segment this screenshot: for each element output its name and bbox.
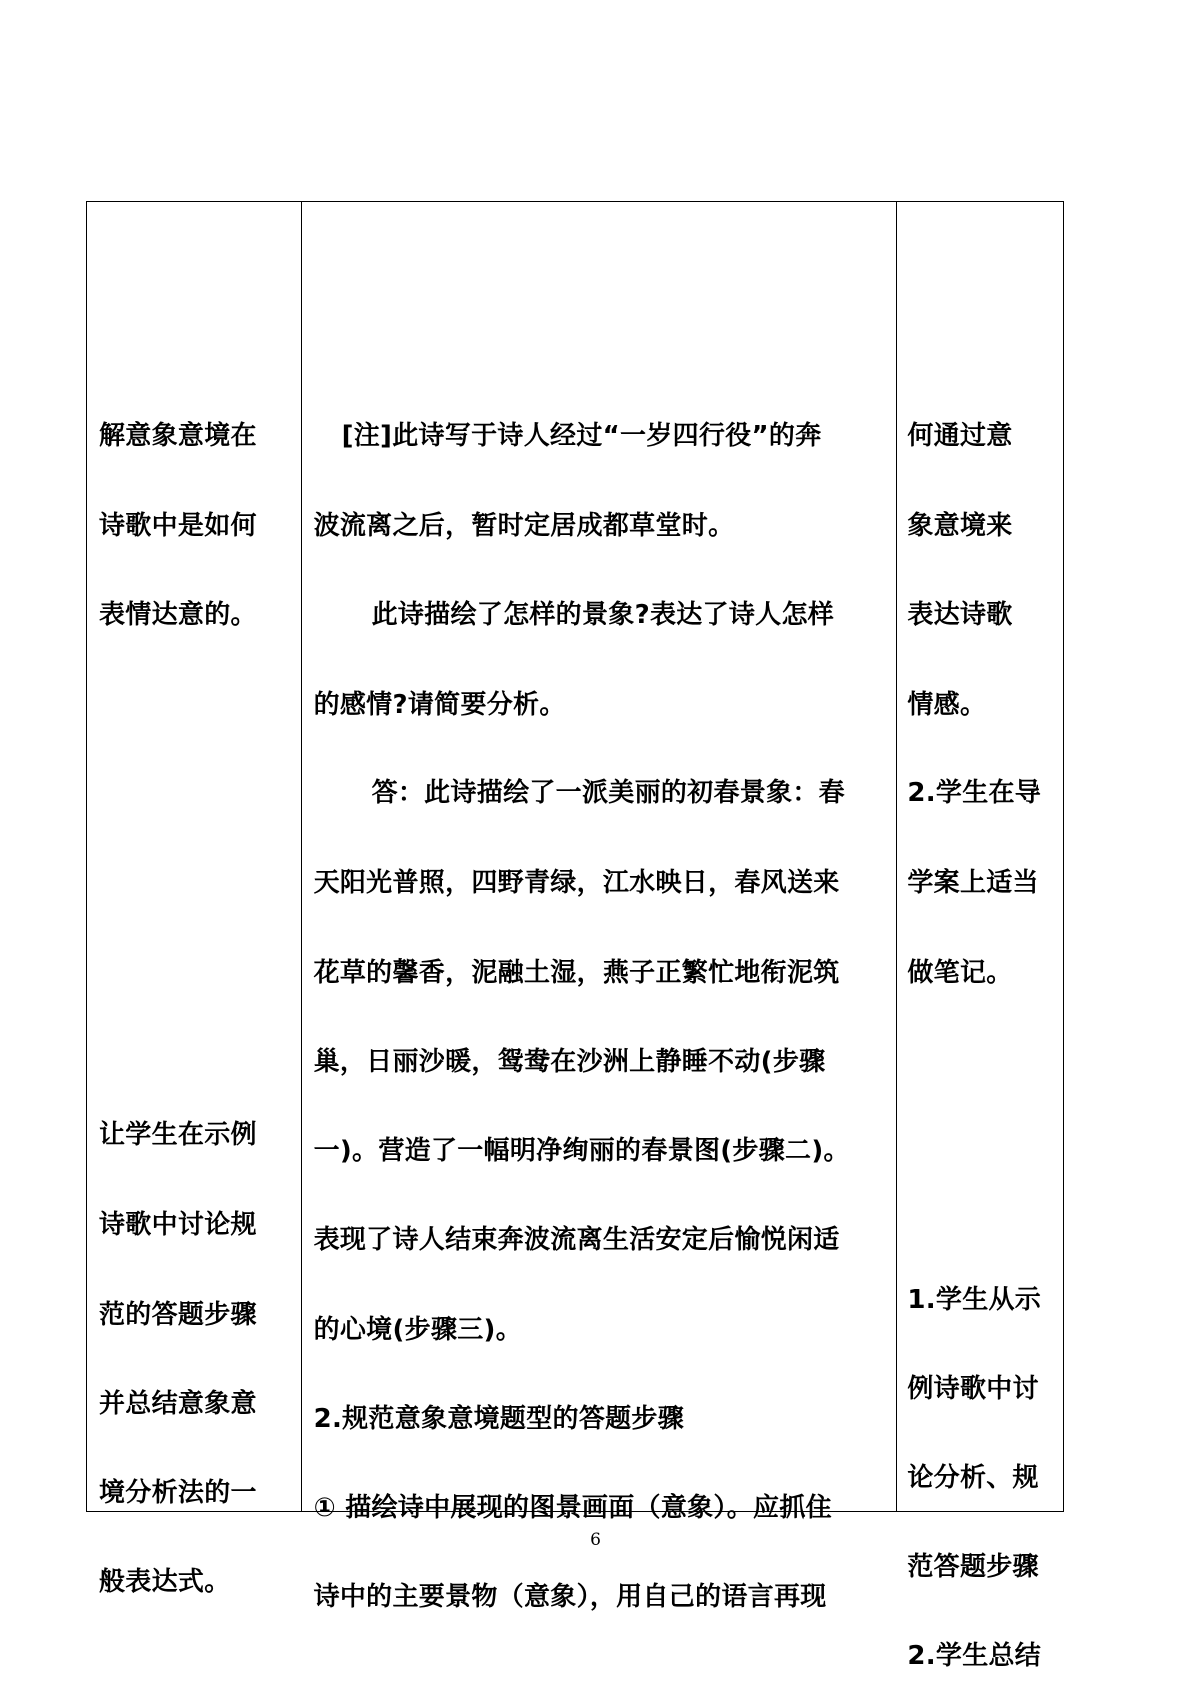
content-line: 一)。营造了一幅明净绚丽的春景图(步骤二)。 — [313, 1136, 850, 1166]
right-line: 何通过意 — [907, 421, 1013, 451]
content-line: 花草的馨香，泥融土湿，燕子正繁忙地衔泥筑 — [313, 958, 840, 988]
column-student-activity — [897, 202, 1063, 1671]
column-teacher-activity — [87, 202, 302, 1597]
left-line: 般表达式。 — [99, 1567, 231, 1597]
right-line: 2.学生总结 — [907, 1641, 1042, 1671]
content-line: 2.规范意象意境题型的答题步骤 — [313, 1404, 685, 1434]
lesson-plan-table — [86, 201, 1064, 1671]
left-line: 境分析法的一 — [99, 1478, 257, 1508]
left-line: 诗歌中讨论规 — [99, 1210, 257, 1240]
content-line: 的心境(步骤三)。 — [313, 1315, 523, 1345]
left-line: 让学生在示例 — [99, 1120, 257, 1150]
content-line: ① 描绘诗中展现的图景画面（意象）。应抓住 — [313, 1493, 832, 1523]
right-line: 1.学生从示 — [907, 1285, 1042, 1315]
page-number: 6 — [590, 1530, 601, 1550]
left-line: 范的答题步骤 — [99, 1300, 257, 1330]
right-line: 范答题步骤 — [907, 1552, 1039, 1582]
column-content — [302, 202, 898, 1612]
right-line: 情感。 — [907, 690, 987, 720]
content-line: 答：此诗描绘了一派美丽的初春景象：春 — [371, 778, 845, 808]
right-line: 2.学生在导 — [907, 778, 1042, 808]
content-line: 的感情?请简要分析。 — [313, 690, 566, 720]
right-line: 做笔记。 — [907, 958, 1013, 988]
left-line: 并总结意象意 — [99, 1389, 257, 1419]
right-line: 象意境来 — [907, 511, 1013, 541]
content-line: 表现了诗人结束奔波流离生活安定后愉悦闲适 — [313, 1225, 840, 1255]
right-line: 表达诗歌 — [907, 600, 1013, 630]
content-line: [注]此诗写于诗人经过“一岁四行役”的奔 — [341, 421, 822, 451]
content-line: 诗中的主要景物（意象），用自己的语言再现 — [313, 1582, 827, 1612]
content-line: 此诗描绘了怎样的景象?表达了诗人怎样 — [371, 600, 835, 630]
right-line: 论分析、规 — [907, 1463, 1039, 1493]
left-line: 表情达意的。 — [99, 600, 257, 630]
right-line: 学案上适当 — [907, 868, 1039, 898]
content-line: 天阳光普照，四野青绿，江水映日，春风送来 — [313, 868, 840, 898]
content-line: 巢，日丽沙暖，鸳鸯在沙洲上静睡不动(步骤 — [313, 1047, 826, 1077]
left-line: 诗歌中是如何 — [99, 511, 257, 541]
content-line: 波流离之后，暂时定居成都草堂时。 — [313, 511, 735, 541]
left-line: 解意象意境在 — [99, 421, 257, 451]
right-line: 例诗歌中讨 — [907, 1374, 1039, 1404]
